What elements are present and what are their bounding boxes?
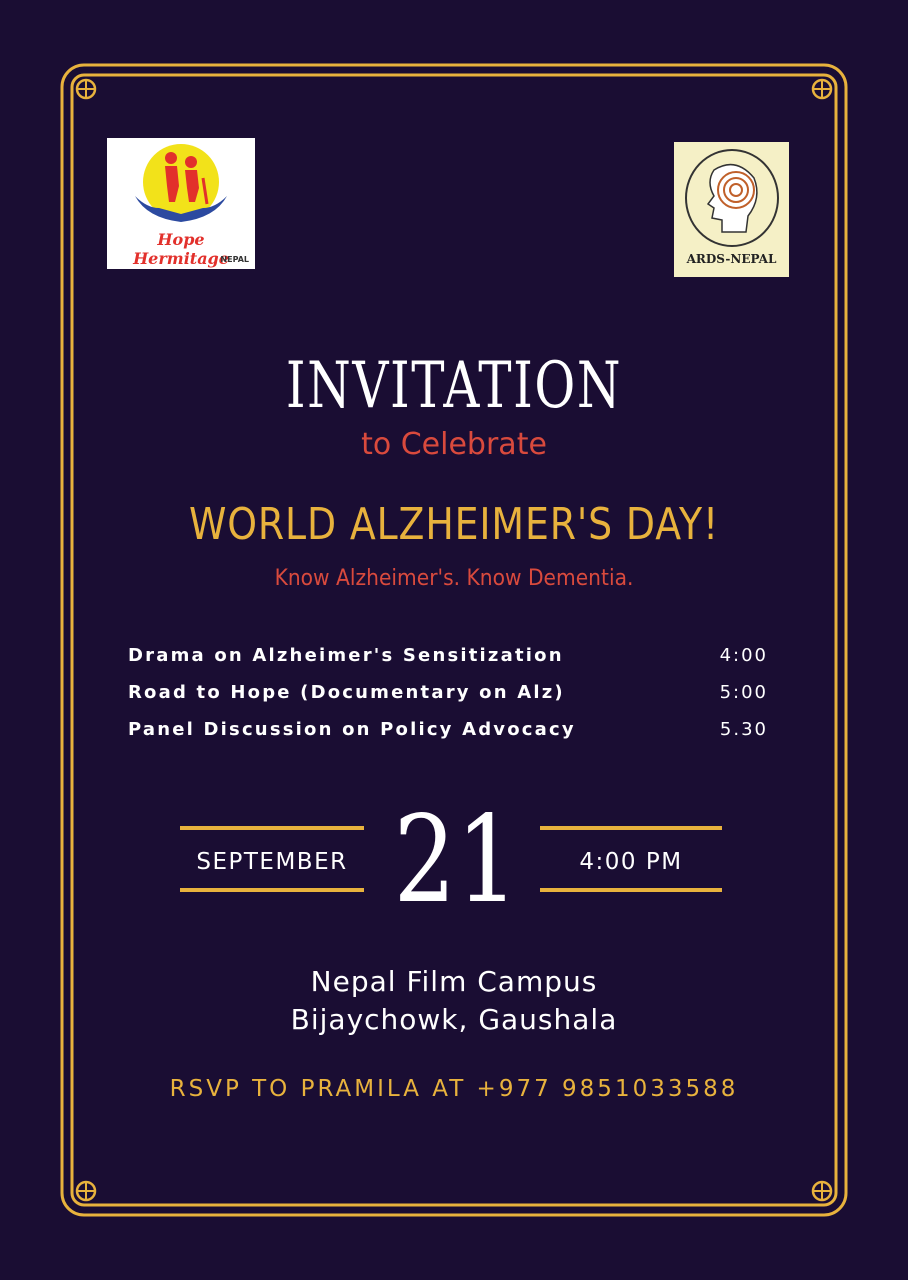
venue-line-1: Nepal Film Campus [310, 965, 598, 998]
date-rule-bottom-right [540, 888, 722, 892]
schedule-list [128, 643, 768, 754]
date-rule-top-right [540, 826, 722, 830]
event-month: SEPTEMBER [196, 849, 348, 875]
event-tagline: Know Alzheimer's. Know Dementia. [274, 566, 634, 591]
elderly-couple-icon [107, 138, 255, 230]
hope-hermitage-logo-sub: NEPAL [220, 255, 249, 264]
schedule-item [128, 643, 768, 680]
invitation-title: INVITATION [285, 349, 623, 423]
event-time: 4:00 PM [579, 849, 683, 875]
event-day: 21 [393, 791, 519, 930]
date-rule-bottom-left [180, 888, 364, 892]
schedule-item-title: Road to Hope (Documentary on Alz) [128, 682, 565, 703]
event-name: WORLD ALZHEIMER'S DAY! [188, 499, 720, 550]
hope-hermitage-logo-text: Hope Hermitage [133, 230, 229, 268]
schedule-item [128, 717, 768, 754]
schedule-item-title: Panel Discussion on Policy Advocacy [128, 719, 576, 740]
ards-nepal-logo [674, 142, 789, 277]
hope-hermitage-logo [107, 138, 255, 269]
schedule-item-time: 5.30 [719, 719, 768, 740]
schedule-item-title: Drama on Alzheimer's Sensitization [128, 645, 564, 666]
schedule-item [128, 680, 768, 717]
head-maze-icon [674, 142, 789, 252]
schedule-item-time: 4:00 [719, 645, 768, 666]
schedule-item-time: 5:00 [719, 682, 768, 703]
rsvp-contact: RSVP TO PRAMILA AT +977 9851033588 [169, 1076, 739, 1102]
celebrate-subtitle: to Celebrate [361, 427, 547, 462]
ards-nepal-logo-text: ARDS-NEPAL [686, 252, 777, 266]
venue-line-2: Bijaychowk, Gaushala [290, 1003, 618, 1036]
date-rule-top-left [180, 826, 364, 830]
